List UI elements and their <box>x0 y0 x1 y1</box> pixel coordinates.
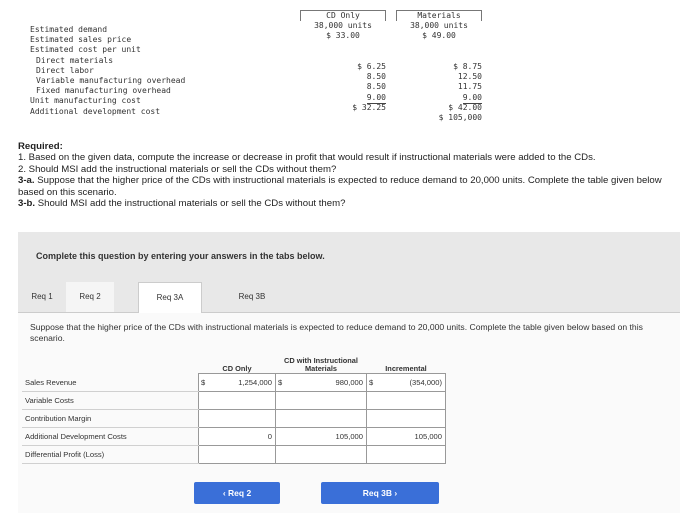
cd-only-foh: 9.00 <box>367 93 386 104</box>
materials-column <box>396 10 482 123</box>
materials-unit-cost: $ 42.00 <box>448 102 482 112</box>
next-req-button[interactable] <box>321 482 439 504</box>
cd-only-variable-input[interactable] <box>199 392 276 410</box>
required-heading: Required: <box>18 141 63 152</box>
cd-only-cm-input[interactable] <box>199 410 276 428</box>
table-row <box>22 392 446 410</box>
materials-dm: $ 8.75 <box>453 61 482 71</box>
incremental-cm-input[interactable] <box>367 410 446 428</box>
label-fixed-overhead: Fixed manufacturing overhead <box>36 86 171 96</box>
chevron-right-icon: › <box>394 488 398 498</box>
materials-header: Materials <box>396 10 482 21</box>
panel-title: Complete this question by entering your answers in the tabs below. <box>36 251 325 261</box>
materials-price: $ 49.00 <box>422 31 456 41</box>
cd-only-voh: 8.50 <box>366 82 386 92</box>
next-label: Req 3B <box>362 488 393 498</box>
tab-bar <box>18 282 680 313</box>
incremental-variable-input[interactable] <box>367 392 446 410</box>
tab-req-2[interactable]: Req 2 <box>66 282 114 312</box>
required-section <box>18 141 678 209</box>
cd-only-dm: $ 6.25 <box>357 61 386 71</box>
row-label: Contribution Margin <box>22 410 199 428</box>
table-row <box>22 446 446 464</box>
row-label: Additional Development Costs <box>22 428 199 446</box>
instructions-panel <box>18 232 680 282</box>
materials-foh: 9.00 <box>463 93 482 104</box>
question-1: 1. Based on the given data, compute the increase or decrease in profit that would result if instructional materials were added to the CDs. <box>18 152 596 164</box>
question-2: 2. Should MSI add the instructional materials or sell the CDs without them? <box>18 163 337 175</box>
materials-dev-cost: $ 105,000 <box>438 112 482 122</box>
question-3a: 3-a. Suppose that the higher price of the CDs with instructional materials is expected to reduce demand to 20,000 units. Complete the table given below based on this scenario. <box>18 175 662 198</box>
col-header-cd-im: CD with Instructional Materials <box>276 356 367 374</box>
table-row <box>22 410 446 428</box>
materials-voh: 11.75 <box>457 82 482 92</box>
label-demand: Estimated demand <box>30 25 108 34</box>
cd-only-unit-cost: $ 32.25 <box>352 102 386 112</box>
table-row <box>22 428 446 446</box>
incremental-sales-input[interactable]: $ (354,000) <box>367 374 446 392</box>
label-price: Estimated sales price <box>30 35 132 45</box>
col-header-cd-only: CD Only <box>199 356 276 374</box>
incremental-dev-input[interactable]: 105,000 <box>367 428 446 446</box>
cd-im-sales-input[interactable]: $ 980,000 <box>276 374 367 392</box>
materials-dl: 12.50 <box>457 72 482 82</box>
cd-only-column <box>300 10 386 113</box>
row-label: Variable Costs <box>22 392 199 410</box>
tab-req-1[interactable]: Req 1 <box>31 292 53 301</box>
scenario-text: Suppose that the higher price of the CDs with instructional materials is expected to reduce demand to 20,000 units. Complete the table given below based on this scenario. <box>30 322 643 343</box>
incremental-profit-input[interactable] <box>367 446 446 464</box>
data-labels <box>30 25 185 117</box>
table-row <box>22 374 446 392</box>
tab-req-3b[interactable]: Req 3B <box>238 292 266 301</box>
cd-only-dl: 8.50 <box>366 72 386 82</box>
label-unit-cost: Unit manufacturing cost <box>30 96 141 106</box>
label-direct-materials: Direct materials <box>36 55 114 65</box>
cd-im-dev-input[interactable]: 105,000 <box>276 428 367 446</box>
answer-table <box>22 356 446 464</box>
cd-only-profit-input[interactable] <box>199 446 276 464</box>
cd-im-variable-input[interactable] <box>276 392 367 410</box>
question-3b: 3-b. Should MSI add the instructional materials or sell the CDs without them? <box>18 198 346 210</box>
cd-only-header: CD Only <box>300 10 386 21</box>
label-variable-overhead: Variable manufacturing overhead <box>36 75 186 85</box>
label-dev-cost: Additional development cost <box>30 106 161 116</box>
materials-demand: 38,000 units <box>410 21 468 31</box>
cd-only-demand: 38,000 units <box>314 21 372 31</box>
cd-im-profit-input[interactable] <box>276 446 367 464</box>
cd-only-price: $ 33.00 <box>326 31 360 41</box>
cd-im-cm-input[interactable] <box>276 410 367 428</box>
chevron-left-icon: ‹ <box>222 488 226 498</box>
tab-req-3a[interactable]: Req 3A <box>138 282 202 314</box>
label-cost-per-unit: Estimated cost per unit <box>30 45 141 55</box>
label-direct-labor: Direct labor <box>36 65 94 75</box>
row-label: Sales Revenue <box>22 374 199 392</box>
prev-label: Req 2 <box>228 488 252 498</box>
cd-only-dev-input[interactable]: 0 <box>199 428 276 446</box>
row-label: Differential Profit (Loss) <box>22 446 199 464</box>
prev-req-button[interactable] <box>194 482 280 504</box>
cd-only-sales-input[interactable]: $ 1,254,000 <box>199 374 276 392</box>
col-header-incremental: Incremental <box>367 356 446 374</box>
